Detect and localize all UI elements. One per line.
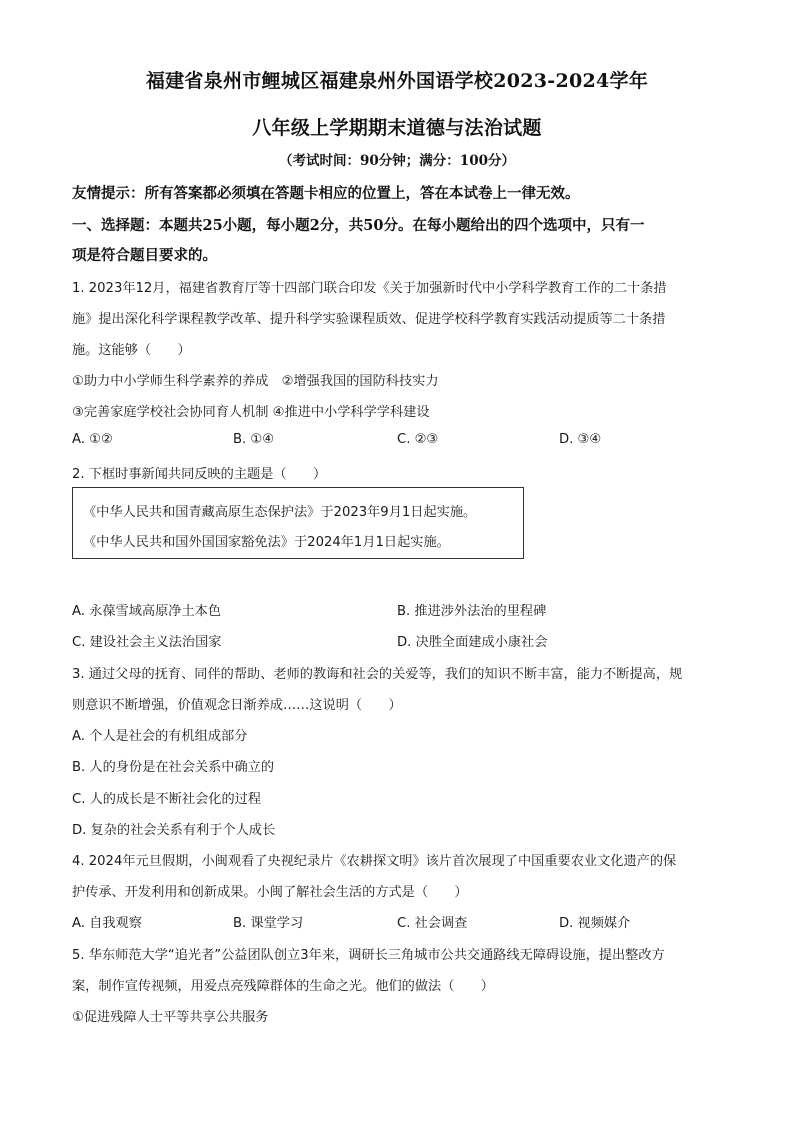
q5-stem-line1: 5. 华东师范大学“追光者”公益团队创立3年来，调研长三角城市公共交通路线无障碍设施，提出整改方 <box>72 948 665 963</box>
q2-stem: 2. 下框时事新闻共同反映的主题是（ ） <box>72 467 327 482</box>
q1-option-a: A. ①② <box>72 432 113 447</box>
q2-news-item-1: 《中华人民共和国青藏高原生态保护法》于2023年9月1日起实施。 <box>83 505 477 520</box>
q3-option-b: B. 人的身份是在社会关系中确立的 <box>72 760 275 775</box>
q4-option-d: D. 视频媒介 <box>559 916 631 931</box>
section-heading-line2: 项是符合题目要求的。 <box>72 247 217 264</box>
q1-option-d: D. ③④ <box>559 432 602 447</box>
q1-statement-2: ③完善家庭学校社会协同育人机制 ④推进中小学科学学科建设 <box>72 405 430 420</box>
q3-stem-line1: 3. 通过父母的抚育、同伴的帮助、老师的教诲和社会的关爱等，我们的知识不断丰富，能力不断提高，规 <box>72 667 683 682</box>
q2-news-item-2: 《中华人民共和国外国国家豁免法》于2024年1月1日起实施。 <box>83 535 450 550</box>
q5-stem-line2: 案，制作宣传视频，用爱点亮残障群体的生命之光。他们的做法（ ） <box>72 979 494 994</box>
q3-option-a: A. 个人是社会的有机组成部分 <box>72 729 248 744</box>
q1-option-b: B. ①④ <box>233 432 275 447</box>
q2-option-b: B. 推进涉外法治的里程碑 <box>397 604 547 619</box>
q4-option-a: A. 自我观察 <box>72 916 142 931</box>
q3-stem-line2: 则意识不断增强，价值观念日渐养成……这说明（ ） <box>72 698 402 713</box>
q1-stem-line3: 施。这能够（ ） <box>72 343 191 358</box>
q2-option-c: C. 建设社会主义法治国家 <box>72 635 222 650</box>
q2-news-box <box>72 487 524 559</box>
q1-option-c: C. ②③ <box>397 432 439 447</box>
exam-title-line2: 八年级上学期期末道德与法治试题 <box>252 117 542 139</box>
q4-stem-line2: 护传承、开发利用和创新成果。小闽了解社会生活的方式是（ ） <box>72 885 468 900</box>
section-heading-line1: 一、选择题：本题共25小题，每小题2分，共50分。在每小题给出的四个选项中，只有一 <box>72 217 645 234</box>
friendly-notice: 友情提示：所有答案都必须填在答题卡相应的位置上，答在本试卷上一律无效。 <box>72 185 580 202</box>
q4-option-b: B. 课堂学习 <box>233 916 304 931</box>
q1-statement-1: ①助力中小学师生科学素养的养成 ②增强我国的国防科技实力 <box>72 374 439 389</box>
exam-title-line1: 福建省泉州市鲤城区福建泉州外国语学校2023-2024学年 <box>145 70 649 92</box>
q4-option-c: C. 社会调查 <box>397 916 468 931</box>
q2-option-a: A. 永葆雪域高原净土本色 <box>72 604 222 619</box>
q2-option-d: D. 决胜全面建成小康社会 <box>397 635 548 650</box>
q1-stem-line1: 1. 2023年12月，福建省教育厅等十四部门联合印发《关于加强新时代中小学科学教育工作的二十条措 <box>72 281 667 296</box>
exam-time-score: （考试时间：90分钟；满分：100分） <box>279 153 515 169</box>
q3-option-c: C. 人的成长是不断社会化的过程 <box>72 792 262 807</box>
q3-option-d: D. 复杂的社会关系有利于个人成长 <box>72 823 276 838</box>
q5-statement-1: ①促进残障人士平等共享公共服务 <box>72 1010 269 1025</box>
q1-stem-line2: 施》提出深化科学课程教学改革、提升科学实验课程质效、促进学校科学教育实践活动提质等二十条措 <box>72 312 666 327</box>
q4-stem-line1: 4. 2024年元旦假期，小闽观看了央视纪录片《农耕探文明》该片首次展现了中国重要农业文化遗产的保 <box>72 854 677 869</box>
